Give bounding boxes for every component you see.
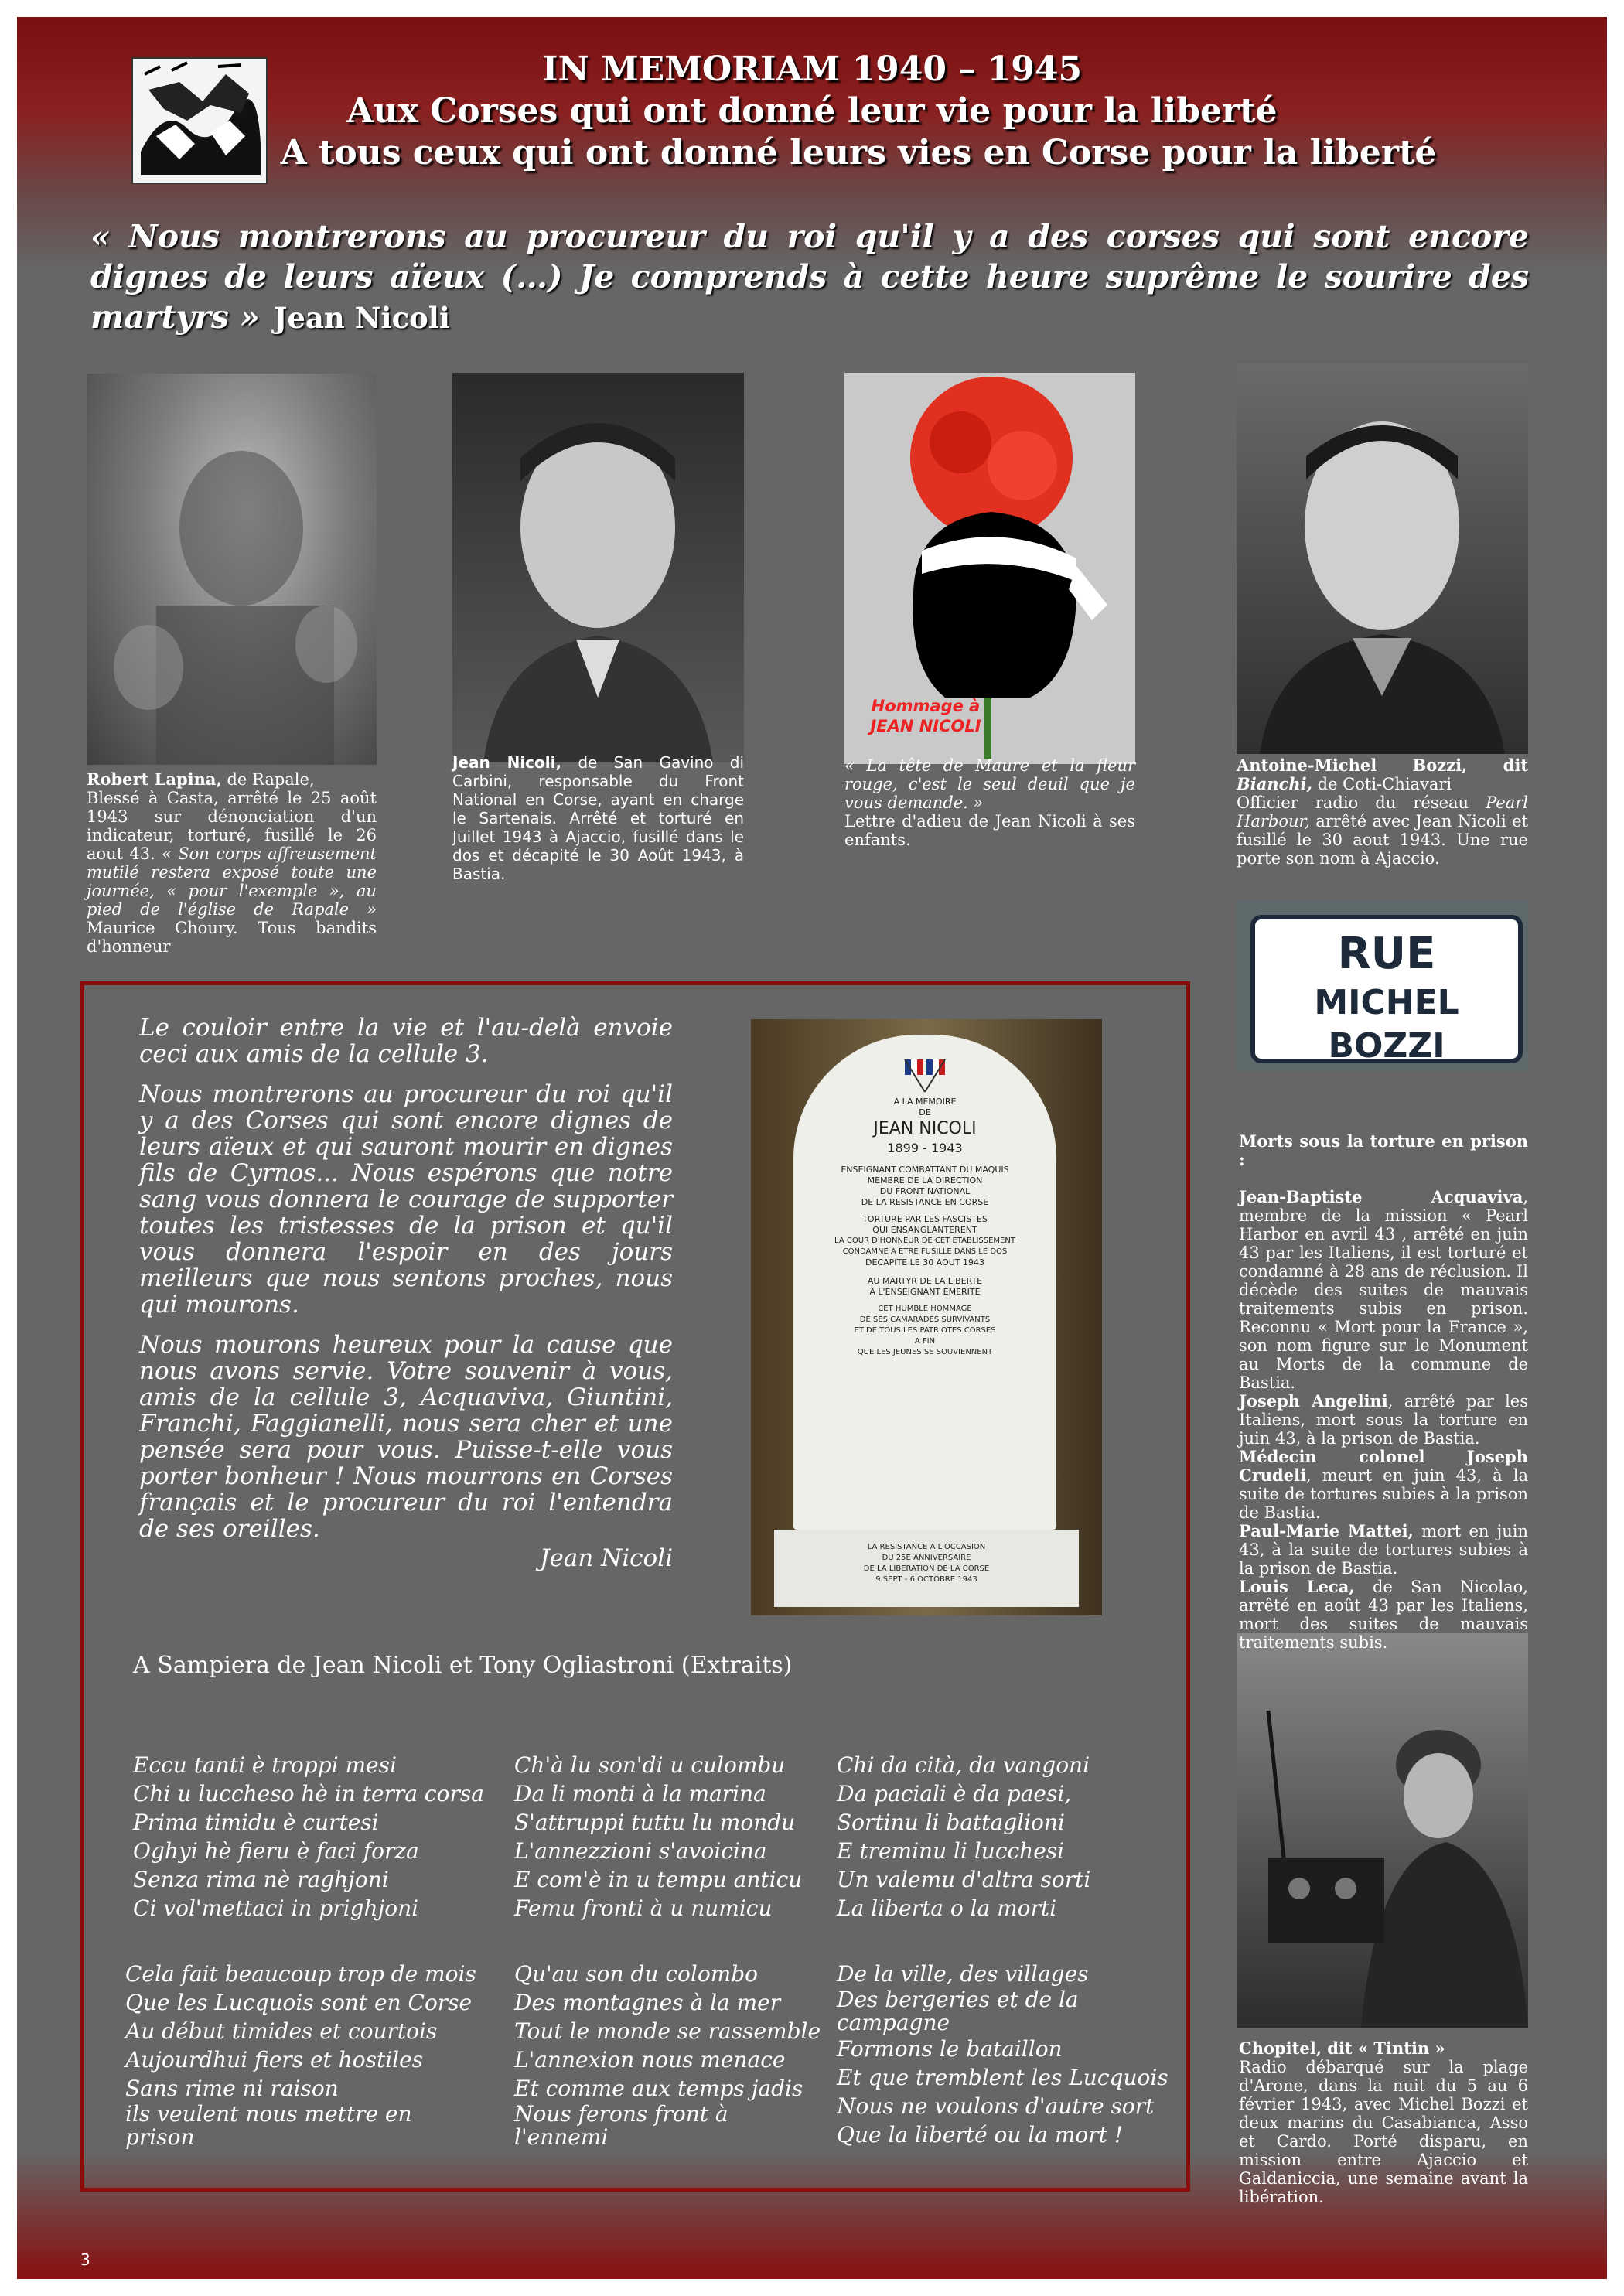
plaque-line-9: TORTURE PAR LES FASCISTES — [862, 1214, 988, 1224]
memorial-page — [17, 17, 1607, 2279]
tintin-text: Radio débarqué sur la plage d'Arone, dans la nuit du 5 au 6 février 1943, avec Michel Bozzi et deux marins du Casabianca, Asso et Cardo. Porté disparu, en mission entre Ajaccio et Galdaniccia, une semaine avant la libération. — [1239, 2058, 1528, 2206]
poem-line: Prima timidu è curtesi — [133, 1810, 379, 1835]
poem-line: Femu fronti à u numicu — [514, 1895, 773, 1921]
page-number: 3 — [80, 2250, 90, 2269]
poem-line: Des montagnes à la mer — [514, 1990, 781, 2015]
poem-line: L'annexion nous menace — [514, 2047, 786, 2073]
victim-mattei — [1239, 1522, 1528, 1578]
lapina-origin: de Rapale, — [221, 770, 315, 789]
poem-line: ils veulent nous mettre en — [125, 2101, 412, 2127]
bozzi-alias: Bianchi, — [1237, 774, 1312, 793]
leca-name: Louis Leca, — [1239, 1577, 1355, 1596]
acquaviva-name: Jean-Baptiste Acquaviva — [1239, 1187, 1523, 1206]
poem-corsican-col1 — [133, 1751, 484, 1922]
poem-line: Chi u luccheso hè in terra corsa — [133, 1781, 484, 1806]
quote-text: « Nous montrerons au procureur du roi qu'il y a des corses qui sont encore dignes de leurs aïeux (…) Je comprends à cette heure suprême le sourire des martyrs » — [90, 218, 1529, 336]
poem-line: Da li monti à la marina — [514, 1781, 766, 1806]
plaque-line-11: LA COUR D'HONNEUR DE CET ETABLISSEMENT — [834, 1237, 1015, 1245]
poem-line: Qu'au son du colombo — [514, 1961, 759, 1987]
poem-line: prison — [125, 2124, 195, 2150]
poem-line: Tout le monde se rassemble — [514, 2018, 821, 2044]
plaque-line-14: AU MARTYR DE LA LIBERTE — [867, 1276, 983, 1286]
photo-tintin-radio — [1237, 1633, 1528, 2028]
adieu-text: Lettre d'adieu de Jean Nicoli à ses enfants. — [844, 812, 1135, 849]
poem-corsican-col3 — [837, 1751, 1090, 1922]
poem-line: E com'è in u tempu anticu — [514, 1867, 803, 1892]
crudeli-name: Médecin colonel Joseph Crudeli — [1239, 1447, 1528, 1485]
poem-french-col1 — [125, 1960, 476, 2149]
poem-line: Que les Lucquois sont en Corse — [125, 1990, 473, 2015]
tintin-name: Chopitel, dit « Tintin » — [1239, 2038, 1445, 2058]
plaque-line-1: A LA MEMOIRE — [893, 1097, 957, 1107]
poem-line: L'annezzioni s'avoicina — [514, 1838, 767, 1864]
plaque-line-3: JEAN NICOLI — [873, 1119, 977, 1138]
letter-paragraph-2: Nous montrerons au procureur du roi qu'il y a des Corses qui sont encore dignes de leurs aïeux et qui sauront mourir en dignes fils de Cyrnos... Nous espérons que notre sang vous donnera le courage de supporter toutes les tristesses de la prison et qu'il vous donnera l'espoir en des jours meilleurs que nous sentons proches, nous qui mourons. — [139, 1080, 673, 1319]
poem-line: De la ville, des villages — [837, 1961, 1089, 1987]
header-title: IN MEMORIAM 1940 – 1945 — [541, 49, 1083, 89]
quote-author: Jean Nicoli — [273, 301, 450, 335]
poem-line: Des bergeries et de la — [837, 1987, 1079, 2012]
torture-heading: Morts sous la torture en prison : — [1239, 1131, 1528, 1169]
nicoli-letter — [139, 1015, 673, 1571]
plaque-line-5: ENSEIGNANT COMBATTANT DU MAQUIS — [841, 1165, 1009, 1175]
torture-victims-list — [1239, 1132, 1528, 1652]
poem-line: Senza rima nè raghjoni — [133, 1867, 389, 1892]
lapina-quote: « Son corps affreusement mutilé restera exposé toute une journée, « pour l'exemple », au pied de l'église de Rapale » — [87, 844, 377, 919]
victim-acquaviva — [1239, 1188, 1528, 1392]
angelini-text: , arrêté par les Italiens, mort sous la torture en juin 43, à la prison de Bastia. — [1239, 1392, 1529, 1448]
poem-line: l'ennemi — [514, 2124, 609, 2150]
poem-line: Cela fait beaucoup trop de mois — [125, 1961, 476, 1987]
plaque-line-10: QUI ENSANGLANTERENT — [872, 1225, 977, 1235]
nicoli-quote — [90, 217, 1529, 338]
tintin-caption — [1239, 2039, 1528, 2206]
photo-jean-nicoli — [452, 373, 744, 762]
portrait-placeholder-icon — [87, 374, 377, 765]
plaque-line-17: DE SES CAMARADES SURVIVANTS — [859, 1315, 991, 1324]
bozzi-text2: arrêté avec Jean Nicoli et fusillé le 30 aout 1943. Une rue porte son nom à Ajaccio. — [1237, 812, 1528, 868]
street-sign-plate — [1250, 915, 1523, 1066]
plaque-line-8: DE LA RESISTANCE EN CORSE — [861, 1197, 989, 1207]
poem-title: A Sampiera de Jean Nicoli et Tony Ogliastroni (Extraits) — [133, 1652, 793, 1679]
victim-leca — [1239, 1578, 1528, 1652]
photo-memorial-plaque — [751, 1019, 1102, 1615]
letter-paragraph-1: Le couloir entre la vie et l'au-delà envoie ceci aux amis de la cellule 3. — [139, 1014, 673, 1068]
poem-line: Aujourdhui fiers et hostiles — [125, 2047, 424, 2073]
radio-operator-icon — [1237, 1633, 1528, 2028]
portrait-placeholder-icon — [452, 373, 744, 762]
plaque-line-22: DU 25E ANNIVERSAIRE — [882, 1554, 971, 1562]
photo-antoine-michel-bozzi — [1237, 363, 1528, 754]
mattei-text: mort en juin 43, à la suite de tortures subies à la prison de Bastia. — [1239, 1522, 1528, 1578]
poem-line: Et comme aux temps jadis — [514, 2076, 803, 2101]
plaque-line-7: DU FRONT NATIONAL — [879, 1186, 971, 1196]
victim-crudeli — [1239, 1448, 1528, 1522]
lapina-text: Blessé à Casta, arrêté le 25 août 1943 sur dénonciation d'un indicateur, torturé, fusillé le 26 aout 43. — [87, 789, 377, 863]
plaque-line-21: LA RESISTANCE A L'OCCASION — [867, 1543, 986, 1551]
plaque-line-13: DECAPITE LE 30 AOUT 1943 — [865, 1257, 984, 1267]
lapina-name: Robert Lapina, — [87, 769, 222, 789]
photo-tete-de-maure — [844, 373, 1135, 764]
street-sign-line2: MICHEL BOZZI — [1314, 983, 1459, 1066]
hommage-label — [860, 696, 991, 736]
photo-street-sign — [1237, 901, 1528, 1071]
caption-lapina — [87, 770, 377, 956]
poem-line: Et que tremblent les Lucquois — [837, 2065, 1169, 2090]
poem-line: La liberta o la morti — [837, 1895, 1057, 1921]
plaque-line-12: CONDAMNE A ETRE FUSILLE DANS LE DOS — [842, 1247, 1008, 1256]
poem-line: Ci vol'mettaci in prighjoni — [133, 1895, 419, 1921]
leca-text: de San Nicolao, arrêté en août 43 par les Italiens, mort des suites de mauvais traitements subis. — [1239, 1578, 1528, 1652]
plaque-line-4: 1899 - 1943 — [887, 1141, 963, 1155]
poem-line: S'attruppi tuttu lu mondu — [514, 1810, 796, 1835]
photo-robert-lapina — [87, 374, 377, 765]
poem-line: Ch'à lu son'di u culombu — [514, 1752, 786, 1778]
hommage-label-line1: Hommage à — [871, 697, 981, 715]
plaque-line-16: CET HUMBLE HOMMAGE — [878, 1305, 972, 1313]
plaque-line-19: A FIN — [914, 1337, 936, 1346]
nicoli-name: Jean Nicoli, — [452, 753, 562, 772]
nicoli-text: de San Gavino di Carbini, responsable du Front National en Corse, ayant en charge le Sartenais. Arrêté et torturé en Juillet 1943 à Ajaccio, fusillé dans le dos et décapité le 30 Août 1943, à Bastia. — [452, 753, 744, 883]
plaque-line-20: QUE LES JEUNES SE SOUVIENNENT — [857, 1348, 993, 1356]
bozzi-name: Antoine-Michel Bozzi, dit — [1237, 756, 1528, 775]
plaque-base — [774, 1530, 1079, 1607]
poem-line: campagne — [837, 2010, 950, 2035]
plaque-line-6: MEMBRE DE LA DIRECTION — [867, 1175, 983, 1186]
victim-angelini — [1239, 1392, 1528, 1448]
poem-line: Eccu tanti è troppi mesi — [133, 1752, 397, 1778]
letter-signature: Jean Nicoli — [540, 1544, 673, 1572]
poem-line: Nous ne voulons d'autre sort — [837, 2093, 1155, 2119]
caption-adieu — [844, 756, 1135, 849]
poem-french-col3 — [837, 1960, 1169, 2149]
plaque-line-2: DE — [919, 1107, 931, 1117]
plaque-line-18: ET DE TOUS LES PATRIOTES CORSES — [854, 1326, 996, 1335]
caption-bozzi — [1237, 756, 1528, 868]
poem-line: Sans rime ni raison — [125, 2076, 339, 2101]
plaque-line-23: DE LA LIBERATION DE LA CORSE — [863, 1564, 990, 1573]
french-flags-icon — [902, 1056, 948, 1093]
poem-line: Un valemu d'altra sorti — [837, 1867, 1091, 1892]
bozzi-text1: Officier radio du réseau — [1237, 793, 1486, 812]
adieu-quote: « La tête de Maure et la fleur rouge, c'est le seul deuil que je vous demande. » — [844, 756, 1135, 812]
poem-line: Nous ferons front à — [514, 2101, 728, 2127]
letter-paragraph-3: Nous mourons heureux pour la cause que nous avons servie. Votre souvenir à vous, amis de la cellule 3, Acquaviva, Giuntini, Franchi, Faggianelli, nous sera cher et une pensée sera pour vous. Puisse-t-elle vous porter bonheur ! Nous mourrons en Corses français et le procureur du roi l'entendra de ses oreilles. — [139, 1331, 673, 1543]
plaque-line-15: A L'ENSEIGNANT EMERITE — [869, 1287, 981, 1297]
poem-line: Chi da cità, da vangoni — [837, 1752, 1090, 1778]
caption-nicoli — [452, 753, 744, 883]
bozzi-origin: de Coti-Chiavari — [1312, 775, 1452, 793]
crudeli-text: , meurt en juin 43, à la suite de tortures subies à la prison de Bastia. — [1239, 1466, 1528, 1522]
poem-line: Sortinu li battaglioni — [837, 1810, 1065, 1835]
plaque-stone — [793, 1035, 1056, 1530]
mattei-name: Paul-Marie Mattei, — [1239, 1521, 1414, 1540]
portrait-placeholder-icon — [1237, 363, 1528, 754]
header-subtitle-2: A tous ceux qui ont donné leurs vies en Corse pour la liberté — [280, 133, 1437, 172]
poem-line: E treminu li lucchesi — [837, 1838, 1065, 1864]
plaque-line-24: 9 SEPT - 6 OCTOBRE 1943 — [875, 1575, 977, 1584]
poem-line: Da paciali è da paesi, — [837, 1781, 1072, 1806]
street-sign-line1: RUE — [1337, 929, 1436, 979]
poem-line: Oghyi hè fieru è faci forza — [133, 1838, 419, 1864]
poem-line: Formons le bataillon — [837, 2036, 1063, 2062]
acquaviva-text: , membre de la mission « Pearl Harbor en avril 43 , arrêté en juin 43 par les Italiens, il est torturé et condamné à 28 ans de réclusion. Il décède des suites de mauvais traitements subis en prison. Reconnu « Mort pour la France », son nom figure sur le Monument au Morts de la commune de Bastia. — [1239, 1188, 1528, 1392]
angelini-name: Joseph Angelini — [1239, 1391, 1388, 1411]
lapina-source: Maurice Choury. Tous bandits d'honneur — [87, 919, 377, 956]
header-subtitle-1: Aux Corses qui ont donné leur vie pour la liberté — [346, 91, 1278, 131]
hommage-label-line2: JEAN NICOLI — [870, 717, 981, 735]
poem-line: Que la liberté ou la mort ! — [837, 2122, 1124, 2148]
poem-line: Au début timides et courtois — [125, 2018, 438, 2044]
poem-french-col2 — [514, 1960, 821, 2149]
bozzi-network: Pearl Harbour, — [1237, 793, 1528, 831]
poem-corsican-col2 — [514, 1751, 802, 1922]
